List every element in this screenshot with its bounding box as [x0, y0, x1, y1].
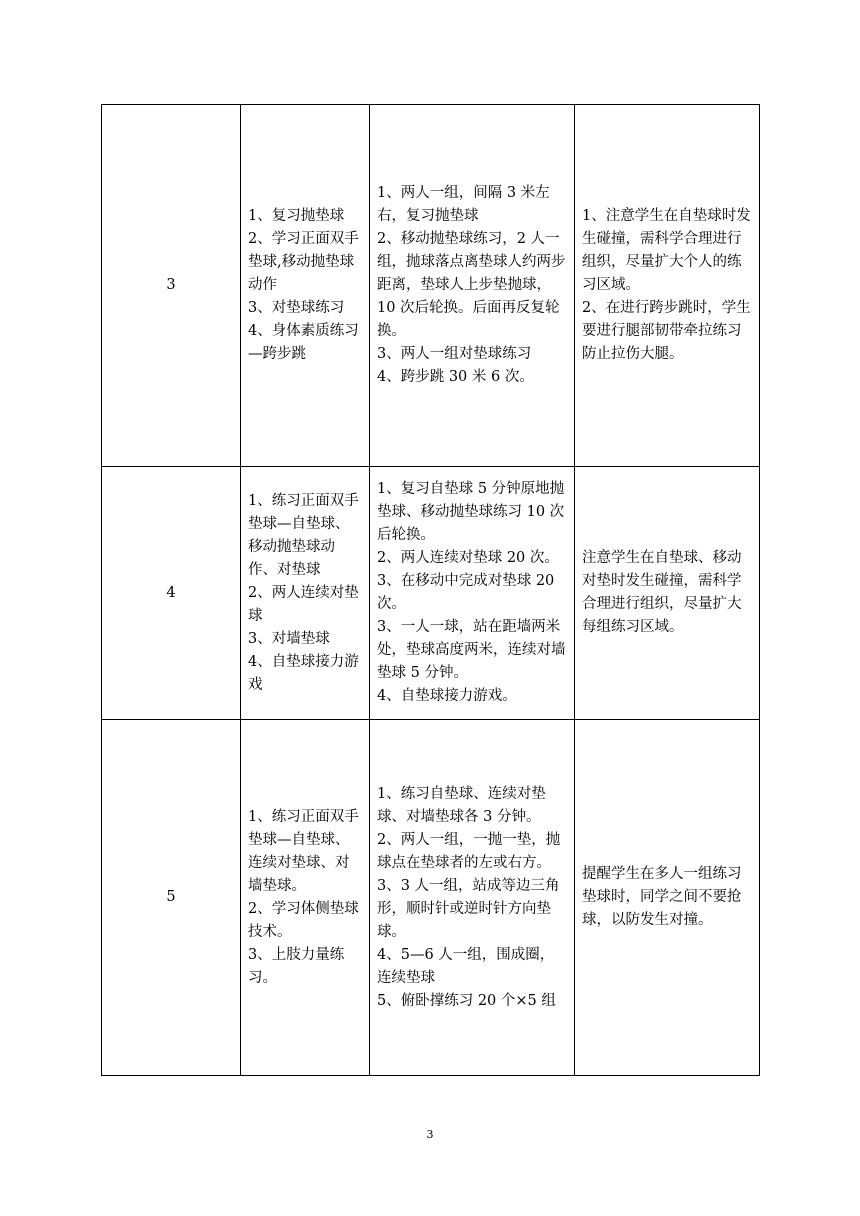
method-line: 4、跨步跳 30 米 6 次。 [377, 369, 534, 385]
content-line: 4、身体素质练习—跨步跳 [248, 323, 359, 362]
content-cell [241, 105, 370, 467]
safety-line: 提醒学生在多人一组练习垫球时，同学之间不要抢球，以防发生对撞。 [582, 866, 742, 928]
method-cell [370, 467, 575, 720]
content-line: 1、复习抛垫球 [248, 208, 345, 224]
safety-cell [575, 105, 760, 467]
method-cell [370, 105, 575, 467]
method-line: 4、自垫球接力游戏。 [377, 688, 517, 704]
safety-line: 1、注意学生在自垫球时发生碰撞，需科学合理进行组织，尽量扩大个人的练习区域。 [582, 208, 751, 293]
content-line: 3、对墙垫球 [248, 630, 330, 647]
table-row [102, 467, 760, 720]
content-cell [241, 467, 370, 720]
method-line: 3、在移动中完成对垫球 20 次。 [377, 573, 555, 612]
safety-line: 2、在进行跨步跳时，学生要进行腿部韧带牵拉练习防止拉伤大腿。 [582, 300, 751, 362]
method-line: 2、两人一组，一抛一垫，抛球点在垫球者的左或右方。 [377, 831, 561, 871]
method-line: 3、两人一组对垫球练习 [377, 346, 532, 362]
method-cell [370, 720, 575, 1076]
content-line: 1、练习正面双手垫球—自垫球、连续对垫球、对墙垫球。 [248, 808, 359, 894]
method-line: 5、俯卧撑练习 20 个×5 组 [377, 992, 556, 1009]
method-line: 2、移动抛垫球练习，2 人一组，抛球落点离垫球人约两步距离，垫球人上步垫抛球，10 次后轮换。后面再反复轮换。 [377, 231, 566, 339]
lesson-number: 5 [102, 720, 241, 1076]
content-line: 2、两人连续对垫球 [248, 584, 359, 624]
content-line: 3、对垫球练习 [248, 300, 345, 316]
lesson-number: 3 [102, 105, 241, 467]
method-line: 3、3 人一组，站成等边三角形，顺时针或逆时针方向垫球。 [377, 877, 560, 940]
content-line: 1、练习正面双手垫球—自垫球、移动抛垫球动作、对垫球 [248, 492, 359, 578]
lesson-plan-table [101, 104, 760, 1076]
method-line: 1、复习自垫球 5 分钟原地抛垫球、移动抛垫球练习 10 次后轮换。 [377, 481, 565, 543]
content-line: 2、学习体侧垫球技术。 [248, 900, 359, 940]
safety-cell [575, 720, 760, 1076]
method-line: 4、5—6 人一组，围成圈，连续垫球 [377, 946, 555, 986]
method-line: 1、练习自垫球、连续对垫球、对墙垫球各 3 分钟。 [377, 785, 546, 825]
table-row [102, 720, 760, 1076]
content-line: 3、上肢力量练习。 [248, 946, 345, 986]
content-line: 4、自垫球接力游戏 [248, 653, 359, 693]
method-line: 2、两人连续对垫球 20 次。 [377, 550, 559, 566]
safety-line: 注意学生在自垫球、移动对垫时发生碰撞，需科学合理进行组织，尽量扩大每组练习区域。 [582, 550, 742, 635]
page-number: 3 [426, 1128, 434, 1141]
safety-cell [575, 467, 760, 720]
method-line: 3、一人一球，站在距墙两米处，垫球高度两米，连续对墙垫球 5 分钟。 [377, 619, 566, 681]
lesson-number: 4 [102, 467, 241, 720]
content-line: 2、学习正面双手垫球,移动抛垫球动作 [248, 231, 359, 293]
method-line: 1、两人一组，间隔 3 米左右，复习抛垫球 [377, 185, 550, 224]
content-cell [241, 720, 370, 1076]
table-row [102, 105, 760, 467]
